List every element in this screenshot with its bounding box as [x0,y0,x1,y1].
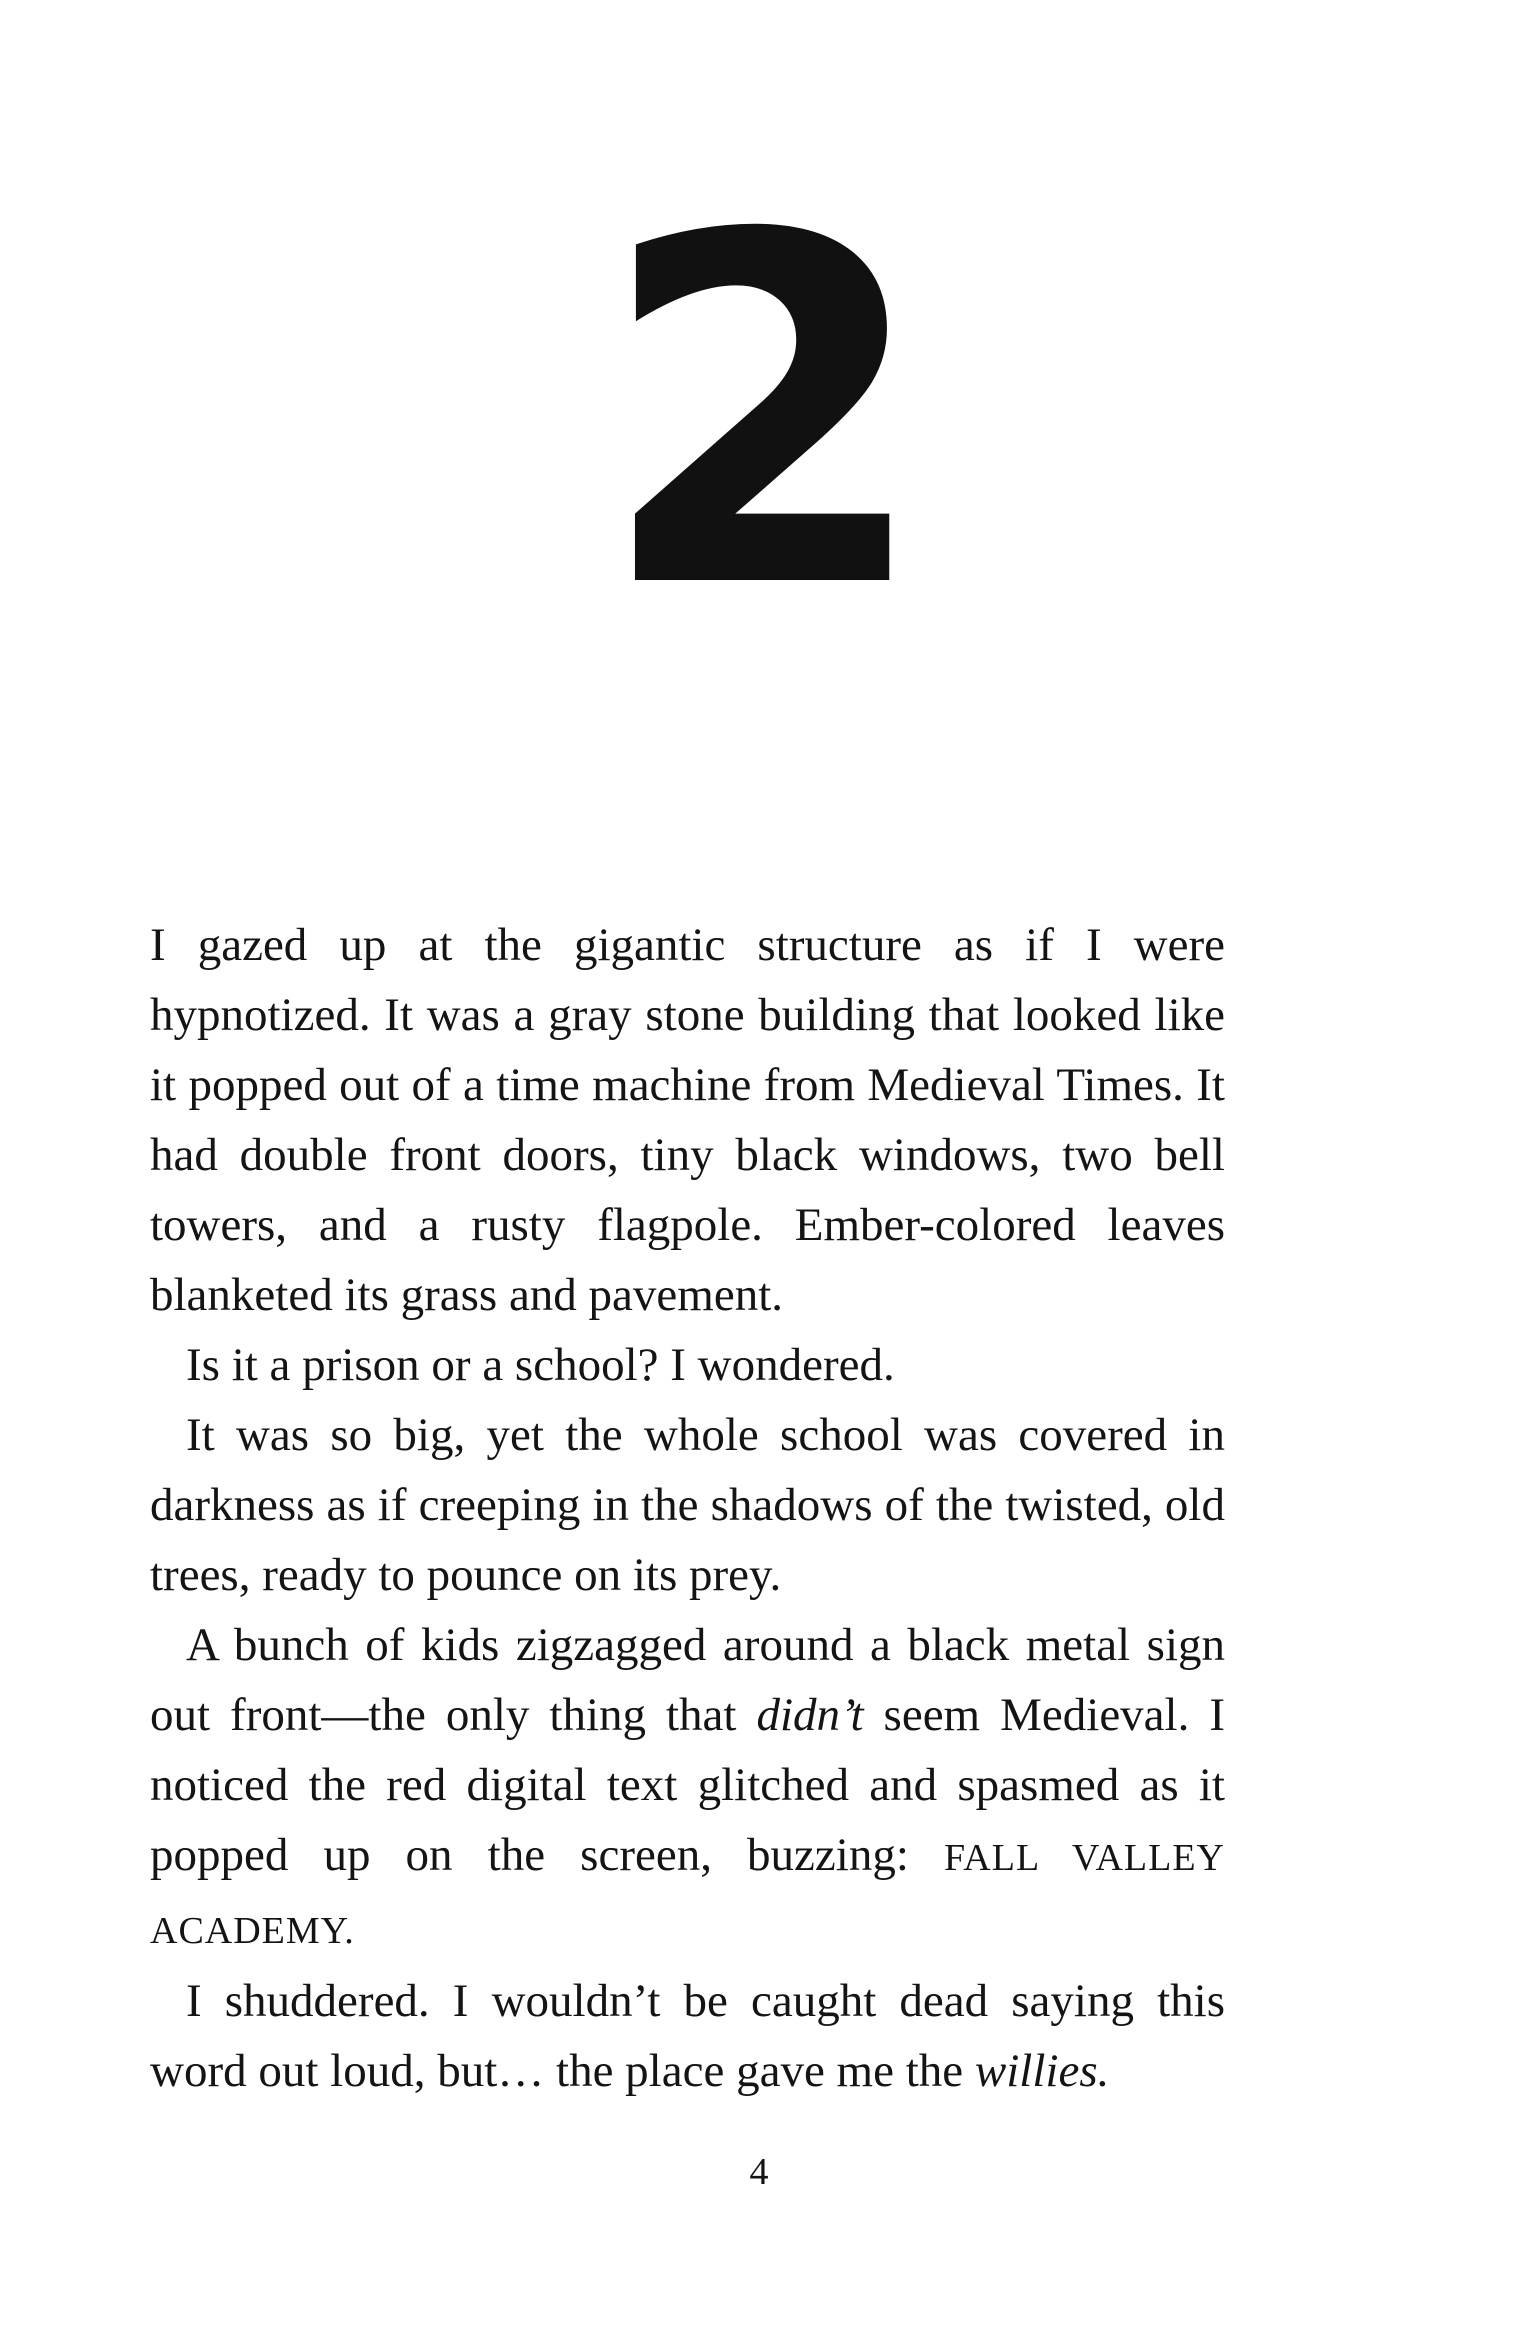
chapter-number: 2 [597,135,921,694]
emphasis-willies: willies. [974,2045,1110,2097]
paragraph-2: Is it a prison or a school? I wondered. [186,1339,895,1391]
emphasis-didnt: didn’t [756,1689,864,1741]
paragraph-4 [150,1610,1225,1966]
page-number: 4 [749,2151,769,2193]
paragraph-4-text-end: seem Medieval. I noticed the red digital text glitched and spasmed as it popped up on the screen, buzzing: [150,1689,1225,1881]
paragraph-1: I gazed up at the gigantic structure as if I were hypnotized. It was a gray stone building that looked like it popped out of a time machine from Medieval Times. It had double front doors, tiny black windows, two bell towers, and a rusty flagpole. Ember-colored leaves blanketed its grass and pavement. [150,919,1225,1321]
sign-text: FALL VALLEY ACADEMY. [150,1837,1225,1952]
paragraph-5 [150,1966,1225,2106]
paragraph-3: It was so big, yet the whole school was covered in darkness as if creeping in the shadows of the twisted, old trees, ready to pounce on its prey. [150,1409,1225,1601]
chapter-body [150,910,1225,2106]
paragraph-5-text: I shuddered. I wouldn’t be caught dead saying this word out loud, but… the place gave me the [150,1975,1225,2097]
paragraph-4-text-start: A bunch of kids zigzagged around a black metal sign out front—the only thing that [150,1619,1225,1741]
